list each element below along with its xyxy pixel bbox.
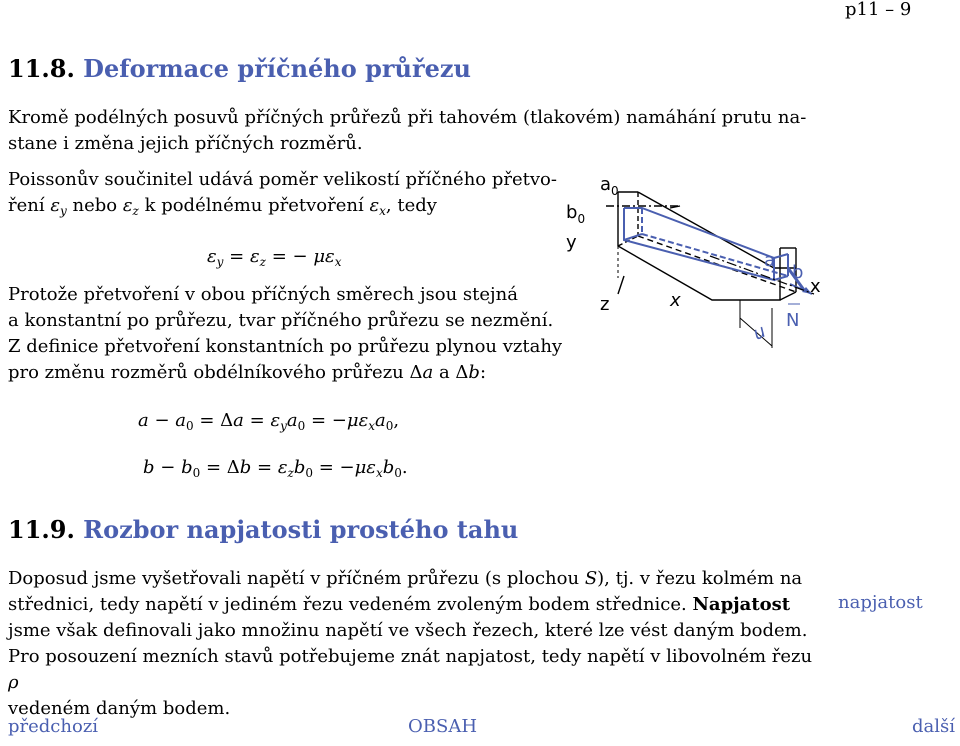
epsilon-z: ε	[122, 195, 133, 216]
deformed-bar	[624, 208, 804, 290]
deformation-text-b: a	[433, 362, 456, 383]
equation-delta-a: $a - a_0 = \Delta a = \varepsilon_ya_0 = -\mu\varepsilon_xa_0$,	[138, 410, 400, 433]
section-number: 11.8.	[8, 54, 75, 83]
label-y: y	[566, 232, 577, 253]
section-heading-11-8	[8, 54, 471, 83]
deformation-line-2: a konstantní po průřezu, tvar příčného průřezu se nezmění.	[8, 310, 554, 331]
poisson-text-d: , tedy	[385, 195, 437, 216]
label-u: u	[749, 320, 770, 345]
epsilon-x: ε	[369, 195, 380, 216]
deformation-line-4: pro změnu rozměrů obdélníkového průřezu Δa a Δb:	[8, 362, 487, 383]
epsilon-y: ε	[50, 195, 60, 216]
poisson-line-2: ření $\varepsilon_y$ nebo $\varepsilon_z$ k podélnému přetvoření $\varepsilon_x$, tedy	[8, 195, 437, 218]
stress-paragraph	[8, 566, 828, 722]
label-z: z	[600, 294, 610, 315]
stress-line-1: Doposud jsme vyšetřovali napětí v příčném průřezu (s plochou S), tj. v řezu kolmém na	[8, 568, 803, 589]
bar-deformation-figure	[560, 168, 850, 358]
nav-toc-link[interactable]: OBSAH	[408, 716, 478, 737]
page-number: p11 – 9	[845, 0, 912, 20]
deformation-line-3: Z definice přetvoření konstantních po průřezu plynou vztahy	[8, 336, 563, 357]
intro-line-1: Kromě podélných posuvů příčných průřezů při tahovém (tlakovém) namáhání prutu na-	[8, 107, 807, 128]
deformation-text-a: pro změnu rozměrů obdélníkového průřezu	[8, 362, 410, 383]
poisson-text-c: k podélnému přetvoření	[138, 195, 370, 216]
poisson-text-a: ření	[8, 195, 51, 216]
equation-delta-b: $b - b_0 = \Delta b = \varepsilon_zb_0 = -\mu\varepsilon_xb_0$.	[143, 457, 408, 480]
stress-line-4	[8, 644, 828, 696]
margin-note-napjatost: napjatost	[838, 592, 923, 613]
equation-poisson: $\varepsilon_y = \varepsilon_z$ = − $\mu\varepsilon_x$	[207, 246, 342, 269]
stress-line-2	[8, 592, 828, 618]
label-b: b	[792, 262, 804, 283]
section-heading-11-9	[8, 515, 518, 544]
label-a: a	[764, 250, 776, 271]
stress-line-3: jsme však definovali jako množinu napětí ve všech řezech, které lze vést daným bodem.	[8, 620, 808, 641]
stress-text-b: ), tj. v řezu kolmém na	[597, 568, 803, 589]
intro-line-2: stane i změna jejich příčných rozměrů.	[8, 133, 363, 154]
rho-symbol: ρ	[8, 672, 19, 693]
label-a0: $a_0$	[600, 174, 619, 198]
stress-text-a: Doposud jsme vyšetřovali napětí v příčném průřezu (s plochou	[8, 568, 585, 589]
nav-prev-link[interactable]: předchozí	[8, 716, 99, 737]
poisson-text-b: nebo	[66, 195, 123, 216]
stress-line-5: vedeném daným bodem.	[8, 698, 231, 719]
term-napjatost: Napjatost	[692, 594, 791, 615]
section-title: Deformace příčného průřezu	[83, 54, 471, 83]
deformation-line-1: Protože přetvoření v obou příčných směrech jsou stejná	[8, 284, 518, 305]
deformation-text-c: :	[479, 362, 487, 383]
label-x-length: x	[670, 290, 681, 311]
label-N: N	[786, 310, 800, 331]
stress-text-c: střednici, tedy napětí v jediném řezu vedeném zvoleným bodem střednice.	[8, 594, 693, 615]
label-x-axis: x	[810, 276, 821, 297]
section-title: Rozbor napjatosti prostého tahu	[83, 515, 519, 544]
section-number: 11.9.	[8, 515, 75, 544]
nav-next-link[interactable]: další	[912, 716, 956, 737]
z-axis-line	[618, 276, 624, 294]
deformation-paragraph	[8, 282, 568, 386]
label-b0: $b_0$	[566, 202, 586, 226]
poisson-paragraph	[8, 167, 568, 224]
poisson-line-1: Poissonův součinitel udává poměr velikostí příčného přetvo-	[8, 169, 557, 190]
stress-text-d: Pro posouzení mezních stavů potřebujeme znát napjatost, tedy napětí v libovolném řezu	[8, 646, 813, 667]
intro-paragraph	[8, 105, 828, 157]
